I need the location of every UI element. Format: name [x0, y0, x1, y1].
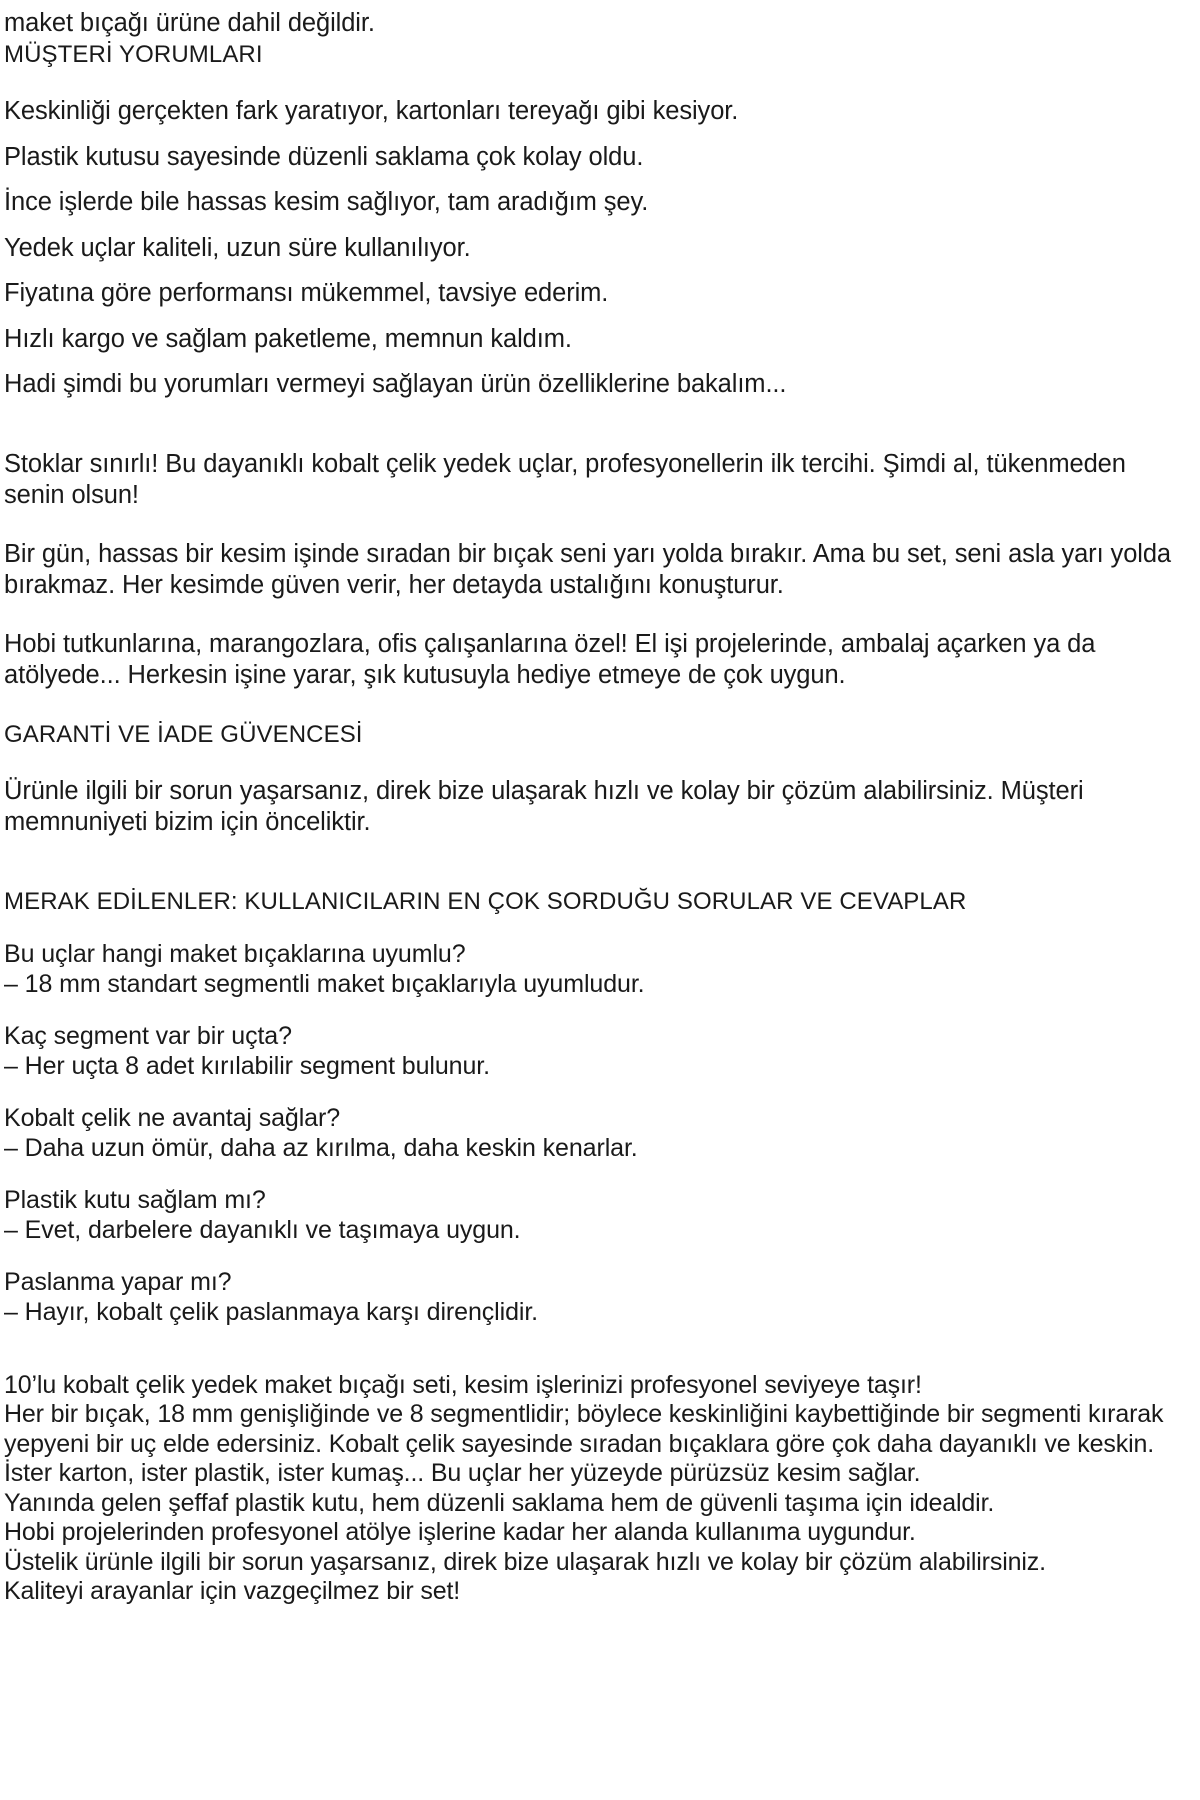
review-item: Plastik kutusu sayesinde düzenli saklama çok kolay oldu.: [4, 142, 644, 171]
spacer: [4, 511, 1186, 539]
faq-question: Plastik kutu sağlam mı?: [4, 1185, 266, 1214]
promo-paragraph-story: Bir gün, hassas bir kesim işinde sıradan bir bıçak seni yarı yolda bırakır. Ama bu set, seni asla yarı yolda bırakmaz. Her kesimde güven verir, her detayda ustalığını konuşturur.: [4, 539, 1172, 599]
faq-question: Paslanma yapar mı?: [4, 1267, 232, 1296]
summary-line: Üstelik ürünle ilgili bir sorun yaşarsanız, direk bize ulaşarak hızlı ve kolay bir çözüm alabilirsiniz.: [4, 1547, 1046, 1576]
faq-heading: MERAK EDİLENLER: KULLANICILARIN EN ÇOK SORDUĞU SORULAR VE CEVAPLAR: [4, 887, 967, 915]
summary-line: İster karton, ister plastik, ister kumaş... Bu uçlar her yüzeyde pürüzsüz kesim sağlar.: [4, 1459, 921, 1487]
faq-question: Kobalt çelik ne avantaj sağlar?: [4, 1103, 340, 1132]
spacer: [4, 750, 1186, 776]
faq-question: Kaç segment var bir uçta?: [4, 1021, 292, 1050]
faq-answer: – Evet, darbelere dayanıklı ve taşımaya uygun.: [4, 1215, 521, 1244]
product-summary-block: [4, 1371, 1186, 1607]
customer-reviews-list: [4, 96, 1186, 400]
spacer: [4, 1245, 1186, 1267]
intro-tail-line: maket bıçağı ürüne dahil değildir.: [4, 9, 375, 37]
review-item: İnce işlerde bile hassas kesim sağlıyor, tam aradığım şey.: [4, 188, 649, 216]
spacer: [4, 70, 1186, 96]
warranty-heading: GARANTİ VE İADE GÜVENCESİ: [4, 720, 363, 748]
review-item: Hızlı kargo ve sağlam paketleme, memnun kaldım.: [4, 324, 572, 353]
faq-item: [4, 1267, 1186, 1327]
faq-question: Bu uçlar hangi maket bıçaklarına uyumlu?: [4, 939, 466, 968]
promo-paragraph-audience: Hobi tutkunlarına, marangozlara, ofis çalışanlarına özel! El işi projelerinde, ambalaj açarken ya da atölyede... Herkesin işine yarar, şık kutusuyla hediye etmeye de çok uygun.: [4, 629, 1096, 689]
spacer: [4, 1327, 1186, 1371]
faq-answer: – Daha uzun ömür, daha az kırılma, daha keskin kenarlar.: [4, 1133, 638, 1162]
summary-line: Kaliteyi arayanlar için vazgeçilmez bir set!: [4, 1577, 461, 1605]
review-item: Yedek uçlar kaliteli, uzun süre kullanılıyor.: [4, 233, 471, 262]
summary-line: Her bir bıçak, 18 mm genişliğinde ve 8 segmentlidir; böylece keskinliğini kaybettiğinde bir segmenti kırarak yepyeni bir uç elde edersiniz. Kobalt çelik sayesinde sıradan bıçaklara göre çok daha dayanıklı ve keskin.: [4, 1400, 1164, 1458]
summary-line: Yanında gelen şeffaf plastik kutu, hem düzenli saklama hem de güvenli taşıma için idealdir.: [4, 1488, 995, 1517]
faq-answer: – Hayır, kobalt çelik paslanmaya karşı dirençlidir.: [4, 1297, 539, 1326]
review-item: Keskinliği gerçekten fark yaratıyor, kartonları tereyağı gibi kesiyor.: [4, 97, 739, 125]
faq-item: [4, 1185, 1186, 1245]
spacer: [4, 601, 1186, 629]
intro-tail-block: [4, 8, 1186, 70]
spacer: [4, 415, 1186, 449]
review-transition-line: Hadi şimdi bu yorumları vermeyi sağlayan ürün özelliklerine bakalım...: [4, 370, 787, 398]
summary-line: 10’lu kobalt çelik yedek maket bıçağı seti, kesim işlerinizi profesyonel seviyeye taşır!: [4, 1370, 922, 1399]
faq-item: [4, 1021, 1186, 1081]
customer-reviews-heading: MÜŞTERİ YORUMLARI: [4, 41, 263, 68]
warranty-section: [4, 719, 1186, 838]
faq-answer: – Her uçta 8 adet kırılabilir segment bulunur.: [4, 1051, 490, 1080]
spacer: [4, 1081, 1186, 1103]
spacer: [4, 691, 1186, 719]
spacer: [4, 999, 1186, 1021]
faq-answer: – 18 mm standart segmentli maket bıçaklarıyla uyumludur.: [4, 969, 645, 998]
faq-section: [4, 886, 1186, 1327]
spacer: [4, 917, 1186, 939]
warranty-text: Ürünle ilgili bir sorun yaşarsanız, direk bize ulaşarak hızlı ve kolay bir çözüm alabilirsiniz. Müşteri memnuniyeti bizim için önceliktir.: [4, 776, 1084, 836]
promo-paragraph-stock: Stoklar sınırlı! Bu dayanıklı kobalt çelik yedek uçlar, profesyonellerin ilk tercihi. Şimdi al, tükenmeden senin olsun!: [4, 449, 1126, 509]
spacer: [4, 838, 1186, 886]
summary-line: Hobi projelerinden profesyonel atölye işlerine kadar her alanda kullanıma uygundur.: [4, 1518, 916, 1546]
promo-paragraphs: [4, 449, 1186, 691]
faq-item: [4, 1103, 1186, 1163]
review-item: Fiyatına göre performansı mükemmel, tavsiye ederim.: [4, 279, 609, 307]
faq-item: [4, 939, 1186, 999]
spacer: [4, 1163, 1186, 1185]
